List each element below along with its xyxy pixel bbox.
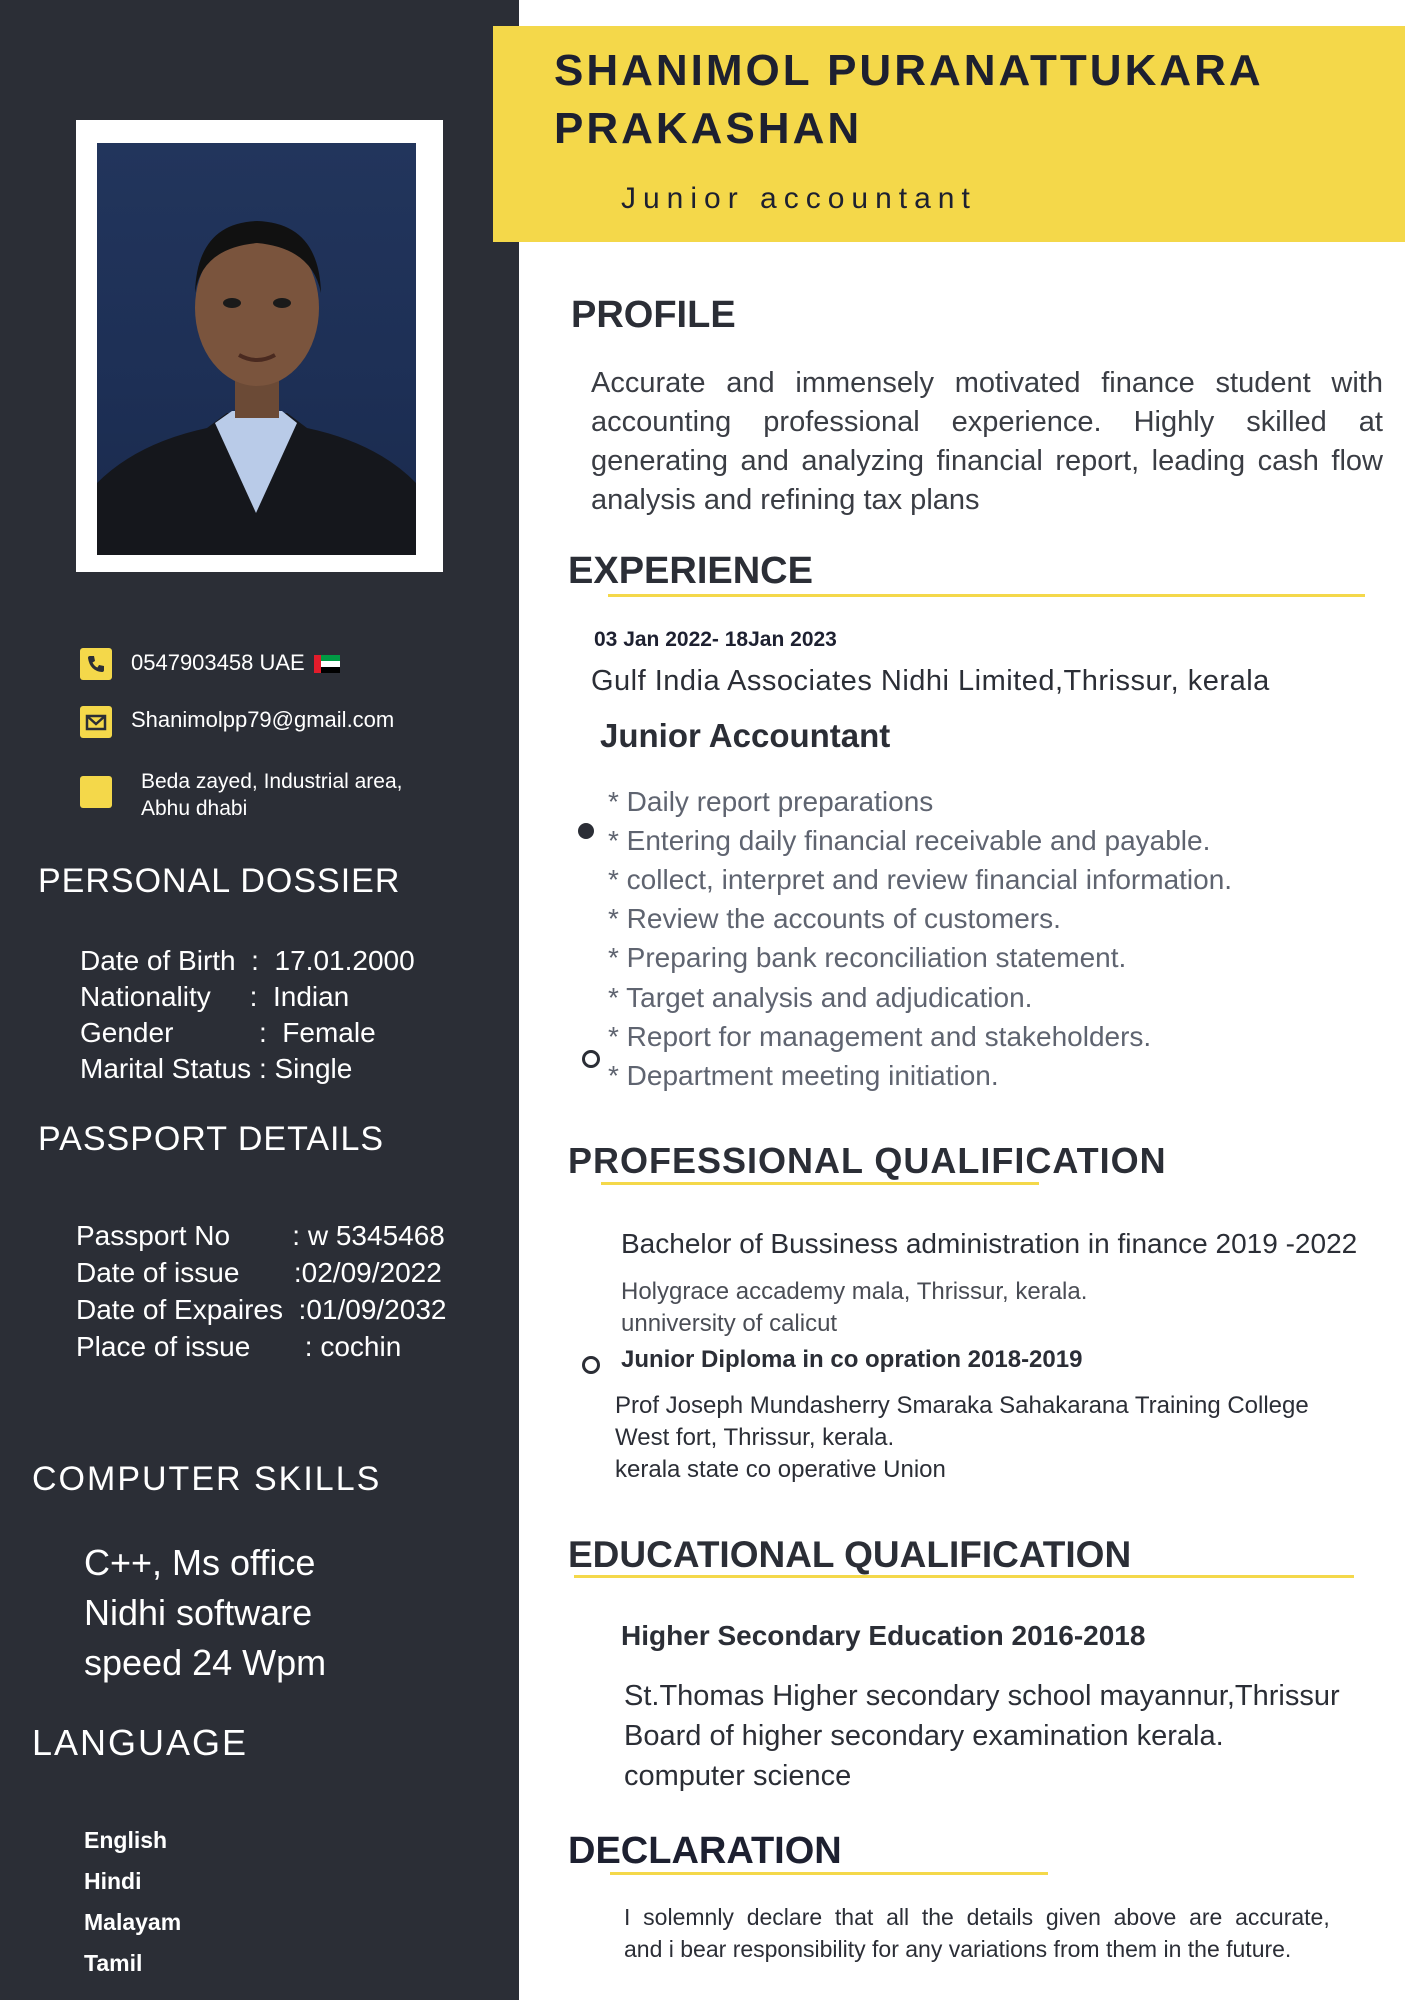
skill-item: C++, Ms office [84,1542,316,1583]
institute-line-3: kerala state co operative Union [615,1456,946,1483]
duty-item: * collect, interpret and review financial information. [608,864,1233,895]
diploma-title: Junior Diploma in co opration 2018-2019 [621,1346,1083,1373]
degree-title: Bachelor of Bussiness administration in finance 2019 -2022 [621,1228,1358,1259]
institute-line-2: West fort, Thrissur, kerala. [615,1424,895,1451]
company-name: Gulf India Associates Nidhi Limited,Thrissur, kerala [591,665,1270,697]
date-of-expiry-row: Date of Expaires :01/09/2032 [76,1294,447,1325]
job-title: Junior accountant [621,182,977,215]
timeline-dot-icon [578,823,594,839]
email-address: Shanimolpp79@gmail.com [131,707,395,732]
language-item: English [84,1827,168,1853]
place-of-issue-row: Place of issue : cochin [76,1331,402,1362]
declaration-line-1: I solemnly declare that all the details given above are accurate, [624,1904,1330,1930]
educational-qualification-heading: EDUCATIONAL QUALIFICATION [568,1534,1132,1575]
experience-dates: 03 Jan 2022- 18Jan 2023 [594,628,837,651]
phone-number: 0547903458 UAE [131,650,305,675]
school-name: St.Thomas Higher secondary school mayannur,Thrissur [624,1680,1340,1712]
language-heading: LANGUAGE [32,1722,249,1763]
duty-item: * Preparing bank reconciliation statement. [608,942,1127,973]
duty-item: * Daily report preparations [608,786,934,817]
name-line-1: SHANIMOL PURANATTUKARA [554,46,1264,95]
address-line-1: Beda zayed, Industrial area, [141,770,403,793]
board-name: Board of higher secondary examination kerala. [624,1720,1224,1752]
marital-status-row: Marital Status : Single [80,1053,353,1084]
duty-item: * Entering daily financial receivable and payable. [608,825,1211,856]
timeline-circle-icon [582,1050,600,1068]
duty-item: * Target analysis and adjudication. [608,982,1033,1013]
educational-underline [574,1575,1354,1578]
college-name: Holygrace accademy mala, Thrissur, kerala. [621,1278,1088,1305]
skill-item: speed 24 Wpm [84,1642,327,1683]
experience-heading: EXPERIENCE [568,550,813,592]
language-item: Hindi [84,1868,142,1894]
duty-item: * Report for management and stakeholders. [608,1021,1152,1052]
profile-heading: PROFILE [571,294,736,336]
email-icon [80,706,112,738]
address-line-2: Abhu dhabi [141,797,248,820]
passport-heading: PASSPORT DETAILS [38,1120,385,1158]
date-of-issue-row: Date of issue :02/09/2022 [76,1257,442,1288]
stream-name: computer science [624,1760,852,1792]
declaration-heading: DECLARATION [568,1830,842,1872]
duty-item: * Department meeting initiation. [608,1060,999,1091]
profile-photo [97,143,416,555]
passport-no-row: Passport No : w 5345468 [76,1220,445,1251]
timeline-circle-icon [582,1356,600,1374]
profile-text: Accurate and immensely motivated finance student with accounting professional experience. Highly skilled at generating and analyzing financial report, leading cash flow analysis and refining tax plans [591,367,1383,516]
location-icon [80,776,112,808]
language-item: Malayam [84,1909,182,1935]
experience-underline [608,594,1365,597]
person-silhouette-icon [97,143,416,555]
personal-dossier-heading: PERSONAL DOSSIER [38,862,401,900]
nationality-row: Nationality : Indian [80,981,350,1012]
gender-row: Gender : Female [80,1017,376,1048]
uae-flag-icon [314,655,340,673]
institute-line-1: Prof Joseph Mundasherry Smaraka Sahakarana Training College [615,1392,1309,1419]
skill-item: Nidhi software [84,1592,313,1633]
phone-icon [80,648,112,680]
declaration-line-2: and i bear responsibility for any variations from them in the future. [624,1936,1292,1962]
duty-item: * Review the accounts of customers. [608,903,1061,934]
dob-row: Date of Birth : 17.01.2000 [80,945,415,976]
education-level: Higher Secondary Education 2016-2018 [621,1620,1146,1651]
professional-underline [601,1182,1039,1185]
computer-skills-heading: COMPUTER SKILLS [32,1460,382,1498]
language-item: Tamil [84,1950,143,1976]
declaration-underline [610,1872,1048,1875]
professional-qualification-heading: PROFESSIONAL QUALIFICATION [568,1140,1167,1181]
role-title: Junior Accountant [600,717,891,754]
university-name: unniversity of calicut [621,1310,838,1337]
name-line-2: PRAKASHAN [554,104,863,153]
